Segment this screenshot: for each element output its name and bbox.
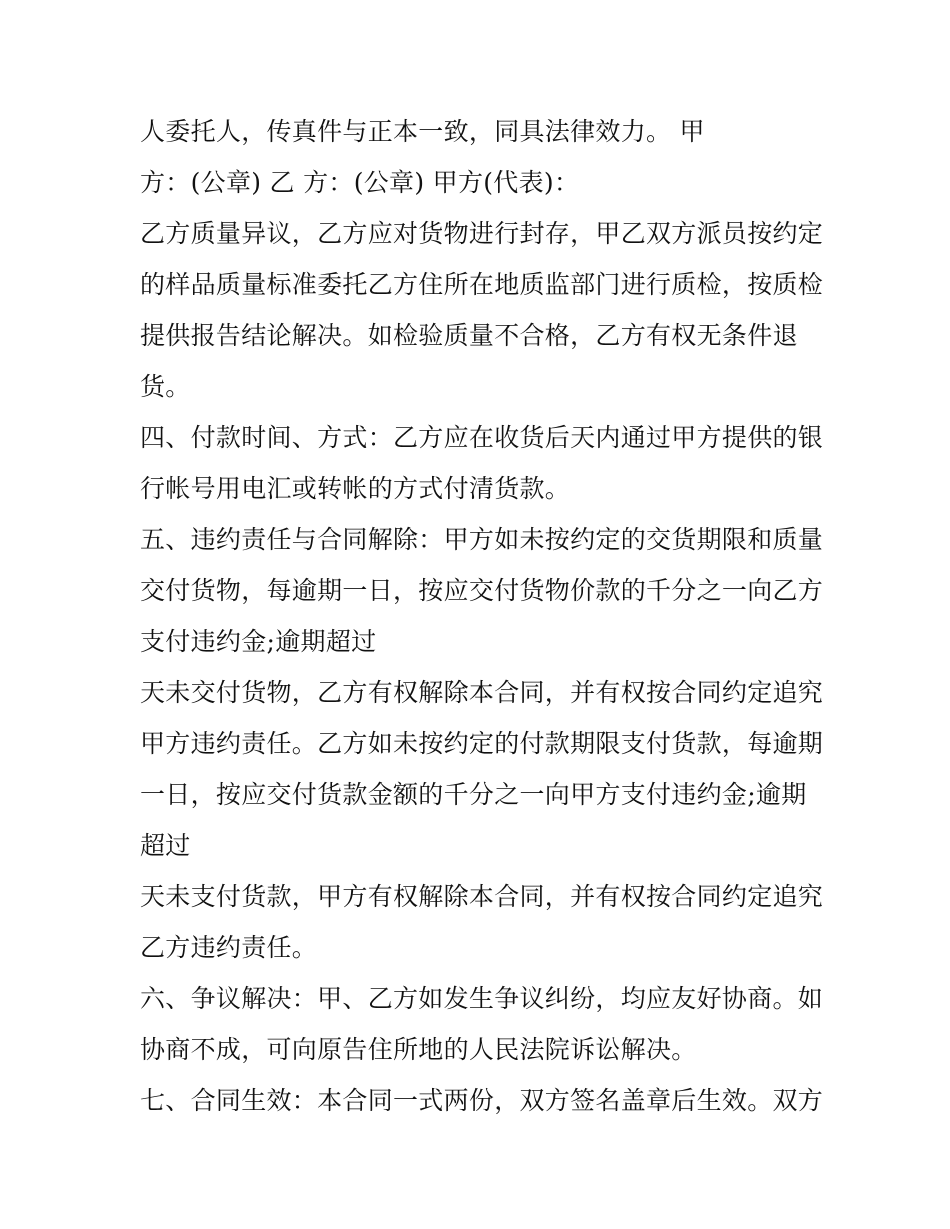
text-line: 人委托人，传真件与正本一致，同具法律效力。 甲 bbox=[140, 117, 705, 146]
document-body bbox=[140, 106, 824, 1126]
text-line: 六、争议解决：甲、乙方如发生争议纠纷，均应友好协商。如 bbox=[140, 984, 824, 1013]
text-line: 乙方质量异议，乙方应对货物进行封存，甲乙双方派员按约定 bbox=[140, 219, 824, 248]
text-line: 乙方违约责任。 bbox=[140, 933, 318, 962]
text-line: 天未交付货物，乙方有权解除本合同，并有权按合同约定追究 bbox=[140, 678, 824, 707]
text-line: 七、合同生效：本合同一式两份，双方签名盖章后生效。双方 bbox=[140, 1086, 824, 1115]
text-line: 的样品质量标准委托乙方住所在地质监部门进行质检，按质检 bbox=[140, 270, 824, 299]
text-line: 超过 bbox=[140, 831, 191, 860]
text-line: 货。 bbox=[140, 372, 191, 401]
text-line: 五、违约责任与合同解除：甲方如未按约定的交货期限和质量 bbox=[140, 525, 824, 554]
text-line: 一日，按应交付货款金额的千分之一向甲方支付违约金;逾期 bbox=[140, 780, 807, 809]
text-line: 支付违约金;逾期超过 bbox=[140, 627, 377, 656]
text-line: 协商不成，可向原告住所地的人民法院诉讼解决。 bbox=[140, 1035, 697, 1064]
text-line: 甲方违约责任。乙方如未按约定的付款期限支付货款，每逾期 bbox=[140, 729, 824, 758]
text-line: 四、付款时间、方式：乙方应在收货后天内通过甲方提供的银 bbox=[140, 423, 824, 452]
text-line: 提供报告结论解决。如检验质量不合格，乙方有权无条件退 bbox=[140, 321, 798, 350]
text-line: 天未支付货款，甲方有权解除本合同，并有权按合同约定追究 bbox=[140, 882, 824, 911]
text-line: 交付货物，每逾期一日，按应交付货物价款的千分之一向乙方 bbox=[140, 576, 824, 605]
text-line: 行帐号用电汇或转帐的方式付清货款。 bbox=[140, 474, 571, 503]
text-line: 方：(公章) 乙 方：(公章) 甲方(代表)： bbox=[140, 168, 580, 197]
